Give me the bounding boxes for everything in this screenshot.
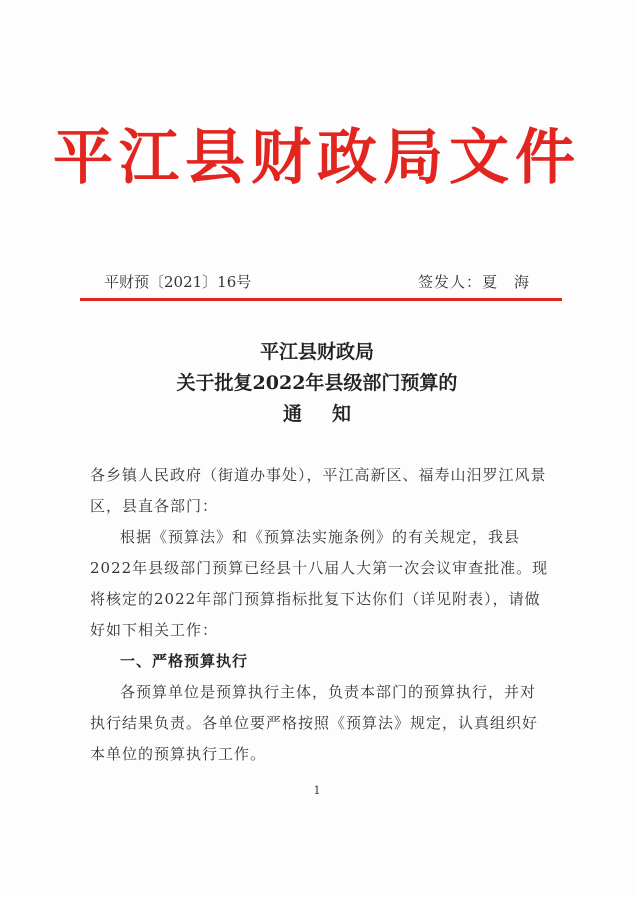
body-paragraph: 根据《预算法》和《预算法实施条例》的有关规定，我县2022年县级部门预算已经县十八届人大第一次会议审查批准。现将核定的2022年部门预算指标批复下达你们（详见附表），请做好如下相关工作： xyxy=(90,528,549,639)
section-heading: 一、严格预算执行 xyxy=(120,652,249,670)
notice-title-line3: 通知 xyxy=(282,403,381,425)
signer-label: 签发人：夏 海 xyxy=(417,273,530,291)
document-body xyxy=(90,460,550,770)
red-separator-line xyxy=(80,298,562,301)
document-number: 平财预〔2021〕16号 xyxy=(104,273,252,291)
page-number: 1 xyxy=(313,784,321,797)
document-header-title: 平江县财政局文件 xyxy=(53,123,581,193)
notice-title-line1: 平江县财政局 xyxy=(259,341,374,363)
addressee-paragraph: 各乡镇人民政府（街道办事处），平江高新区、福寿山汨罗江风景区，县直各部门： xyxy=(90,466,547,515)
notice-title xyxy=(0,337,634,430)
notice-title-line2: 关于批复2022年县级部门预算的 xyxy=(176,372,458,394)
body-paragraph: 各预算单位是预算执行主体，负责本部门的预算执行，并对执行结果负责。各单位要严格按照《预算法》规定，认真组织好本单位的预算执行工作。 xyxy=(90,683,539,763)
